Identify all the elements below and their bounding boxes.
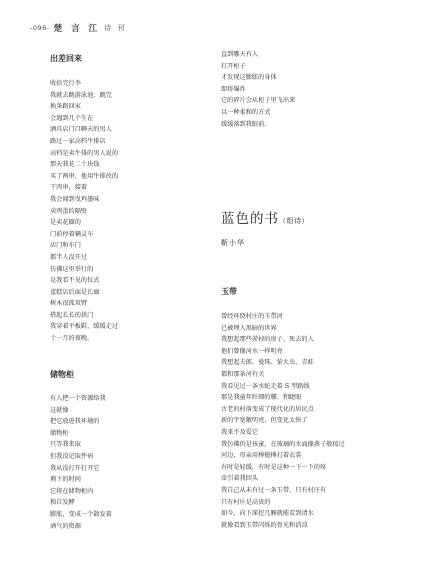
page-number: -096- xyxy=(30,24,50,32)
series-title-text: 蓝色的书 xyxy=(221,211,279,227)
poem-line: 路过一家高档牛排店 xyxy=(50,137,106,145)
poem-line: 新的宇宽敞明亮，但变化太快了 xyxy=(221,417,308,425)
poem-line: 膨胀，变成一个散发着 xyxy=(50,510,112,518)
poem-line: 把它放进我环境的 xyxy=(50,418,100,426)
running-header xyxy=(30,22,126,34)
poem-line: 我会闻到曳鸡墨味 xyxy=(50,195,100,203)
poem-line: 有时是轻缓，有时是这种一下一下的疼 xyxy=(221,463,327,471)
poem3-title: 玉带 xyxy=(221,286,237,296)
poem-line: 只有村庄是高贵的 xyxy=(221,498,271,506)
poem-line: 他们曾像河水一样明亮 xyxy=(221,347,283,355)
poem-line: 门前停着辆灵车 xyxy=(50,230,94,238)
poem-line: 酒气的资源 xyxy=(50,522,81,530)
poem-line: 我从没打开打开它 xyxy=(50,464,100,472)
poem-line: 它将在储物柜内 xyxy=(50,487,94,495)
poem2-title: 储物柜 xyxy=(50,369,74,379)
poem-line: 换条路回家 xyxy=(50,103,81,111)
poem-line: 我想起那些淤掉的房子、死去的人 xyxy=(221,336,314,344)
poem-line: 古老的村落变成了现代化的居民点 xyxy=(221,405,314,413)
poem-line: 缓缓落到我眼前。 xyxy=(221,120,271,128)
poem2-body-continued xyxy=(221,49,295,130)
poem-line: 有人把一个资源给我 xyxy=(50,395,106,402)
poem-line: 这就像 xyxy=(50,406,69,414)
poem-line: 那是我童年纤细的腰、和睫眼 xyxy=(221,394,302,402)
poem-line: 但我没记取件码 xyxy=(50,452,94,460)
poem1-title: 出差回来 xyxy=(50,53,82,63)
poem-line: 打开柜子 xyxy=(221,62,246,70)
poem-line: 我就去跳游泳池，跳完 xyxy=(50,91,112,99)
poem-line: 店门和车门 xyxy=(50,242,81,250)
series-subtitle: （组诗） xyxy=(279,217,309,225)
poem-line: 干肉串，接着 xyxy=(50,184,88,192)
poem-line: 它的碎片会从柜子里飞出来 xyxy=(221,97,296,105)
poem-line: 搭起长长的拱门 xyxy=(50,311,94,319)
poem-line: 我穿着平板鞋，缓缓走过 xyxy=(50,323,119,331)
poem-line: 曾经环绕村庄的玉带河 xyxy=(221,313,283,320)
poem-line: 都半人没开过 xyxy=(50,253,88,261)
poem3-body xyxy=(221,311,345,531)
poem-line: 才发现这膨胀的身体 xyxy=(221,74,277,82)
poem-line: 树木很孤双臂 xyxy=(50,300,88,308)
poem-line: 就像看到玉带闪烁的骨光和消凉 xyxy=(221,521,308,529)
poem-line: 河边，母亲用棒槌捶打着衣裳 xyxy=(221,452,302,460)
poem-line: 我仿佛仍是孩童，在玻璃的水面像燕子般掠过 xyxy=(221,440,345,448)
poem-line: 如今，向下深挖几厢就能看到清水 xyxy=(221,510,314,518)
poem-line: 卖鸡蛋的隔壁 xyxy=(50,207,88,215)
poem-line: 都和那条河有关 xyxy=(221,370,265,378)
poem-line: 收拾完行李 xyxy=(50,80,81,87)
poem-line: 酒具店门口聊天的男人 xyxy=(50,126,112,134)
poem-line: 只等我来取 xyxy=(50,441,81,449)
poem-line: 十一月的夜晚。 xyxy=(50,335,94,343)
series-title xyxy=(221,207,309,227)
poem-line: 剩下的时间 xyxy=(50,476,81,484)
poem-line: 牵引着我回头 xyxy=(221,475,259,483)
poem1-body xyxy=(50,78,118,345)
poem-line: 那天我花二十块钱 xyxy=(50,161,100,169)
poem-line: 仿佛这里举行的 xyxy=(50,265,94,273)
poem-line: 直到哪天有人 xyxy=(221,51,259,58)
author-name: 靳小华 xyxy=(221,239,245,247)
poem-line: 储物柜 xyxy=(50,429,69,437)
poem-line: 独自发酵 xyxy=(50,499,75,507)
poem-line: 已被埋入黑暗的世界 xyxy=(221,324,277,332)
poem-line: 高档是卖牛排的男人说的 xyxy=(50,149,119,157)
poem-line: 我来不及爱它 xyxy=(221,428,259,436)
poem-line: 会遇到几个生在 xyxy=(50,114,94,122)
poem-line: 以一种柔和的方式 xyxy=(221,108,271,116)
poem-line: 我想起夫郎、曼珠、萤火虫、青蛙 xyxy=(221,359,314,367)
poem-line: 是我看不见的仪式 xyxy=(50,277,100,285)
poem-line: 买了两串，他用牛排改的 xyxy=(50,172,119,180)
poem-line: 我自己从未有过一条玉带，只有村庄有 xyxy=(221,486,327,494)
poem-line: 蛋糕店后面是长廊 xyxy=(50,288,100,296)
poem-line: 即将爆炸 xyxy=(221,85,246,93)
poem-line: 我看见过一条水蛇走着 S 型路线 xyxy=(221,382,310,390)
poem2-body xyxy=(50,393,112,532)
magazine-name: 楚 言 江 xyxy=(53,24,101,34)
poem-line: 是卖花圈的 xyxy=(50,219,81,227)
section-name: 诗 刊 xyxy=(104,24,127,32)
